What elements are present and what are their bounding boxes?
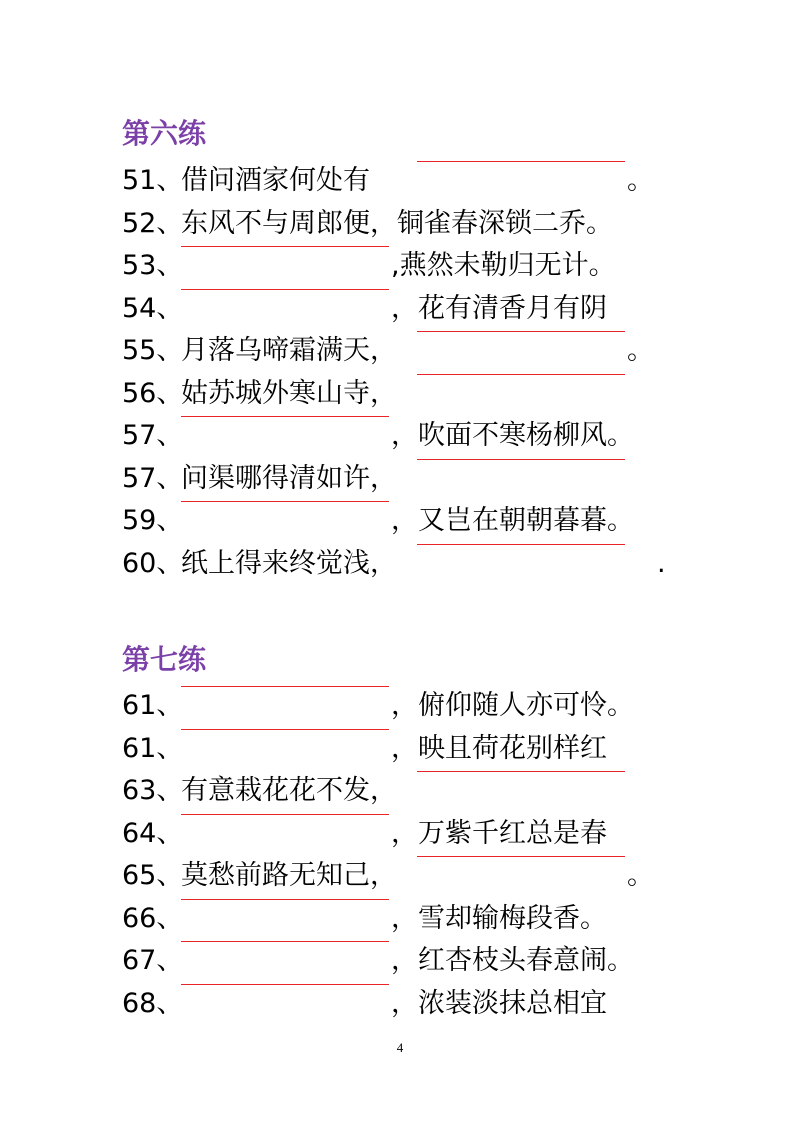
item-number: 60、 bbox=[122, 547, 184, 579]
line-tail: ，浓装淡抹总相宜 bbox=[391, 987, 607, 1019]
item-number: 61、 bbox=[122, 732, 184, 764]
line-tail: ，俯仰随人亦可怜。 bbox=[391, 690, 634, 721]
line-tail: ，映且荷花别样红 bbox=[391, 732, 607, 764]
given-phrase: 月落乌啼霜满天， bbox=[181, 335, 397, 366]
line-tail: ，红杏枝头春意闹。 bbox=[391, 945, 634, 976]
answer-blank[interactable] bbox=[181, 686, 389, 687]
answer-blank[interactable] bbox=[181, 289, 389, 290]
item-number: 57、 bbox=[122, 420, 184, 451]
answer-blank[interactable] bbox=[417, 771, 625, 772]
line-tail: 。 bbox=[627, 860, 654, 891]
answer-blank[interactable] bbox=[417, 374, 625, 375]
item-number: 52、 bbox=[122, 207, 184, 239]
item-number: 51、 bbox=[122, 165, 184, 196]
given-phrase: 问渠哪得清如许， bbox=[181, 462, 397, 494]
given-phrase: 姑苏城外寒山寺， bbox=[181, 377, 397, 409]
item-number: 67、 bbox=[122, 945, 184, 976]
item-number: 56、 bbox=[122, 377, 184, 409]
item-number: 65、 bbox=[122, 860, 184, 891]
section-title: 第六练 bbox=[122, 117, 207, 150]
item-number: 64、 bbox=[122, 817, 184, 849]
answer-blank[interactable] bbox=[181, 984, 389, 985]
given-phrase: 莫愁前路无知己， bbox=[181, 860, 397, 891]
line-tail: 。 bbox=[627, 165, 654, 196]
answer-blank[interactable] bbox=[417, 544, 625, 545]
answer-blank[interactable] bbox=[181, 814, 389, 815]
answer-blank[interactable] bbox=[181, 941, 389, 942]
answer-blank[interactable] bbox=[181, 416, 389, 417]
answer-blank[interactable] bbox=[181, 501, 389, 502]
line-tail: . bbox=[657, 547, 666, 579]
answer-blank[interactable] bbox=[417, 856, 625, 857]
given-phrase: 借问酒家何处有 bbox=[181, 165, 370, 196]
page-number: 4 bbox=[396, 1040, 404, 1055]
item-number: 68、 bbox=[122, 987, 184, 1019]
given-phrase: 纸上得来终觉浅， bbox=[181, 547, 397, 579]
line-tail: ，吹面不寒杨柳风。 bbox=[391, 420, 634, 451]
answer-blank[interactable] bbox=[181, 899, 389, 900]
answer-blank[interactable] bbox=[417, 161, 625, 162]
line-tail: ，万紫千红总是春 bbox=[391, 817, 607, 849]
item-number: 53、 bbox=[122, 250, 184, 281]
line-tail: ,燕然未勒归无计。 bbox=[391, 250, 616, 281]
item-number: 61、 bbox=[122, 690, 184, 721]
item-number: 66、 bbox=[122, 902, 184, 934]
item-number: 63、 bbox=[122, 775, 184, 806]
answer-blank[interactable] bbox=[181, 729, 389, 730]
section-title: 第七练 bbox=[122, 643, 207, 676]
given-phrase: 有意栽花花不发， bbox=[181, 775, 397, 806]
line-tail: ，雪却输梅段香。 bbox=[391, 902, 607, 934]
item-number: 54、 bbox=[122, 292, 184, 324]
line-tail: ，花有清香月有阴 bbox=[391, 292, 607, 324]
answer-blank[interactable] bbox=[181, 246, 389, 247]
answer-blank[interactable] bbox=[417, 459, 625, 460]
given-phrase: 东风不与周郎便，铜雀春深锁二乔。 bbox=[181, 207, 613, 239]
answer-blank[interactable] bbox=[417, 331, 625, 332]
line-tail: 。 bbox=[627, 335, 654, 366]
item-number: 57、 bbox=[122, 462, 184, 494]
line-tail: ，又岂在朝朝暮暮。 bbox=[391, 505, 634, 536]
item-number: 55、 bbox=[122, 335, 184, 366]
item-number: 59、 bbox=[122, 505, 184, 536]
